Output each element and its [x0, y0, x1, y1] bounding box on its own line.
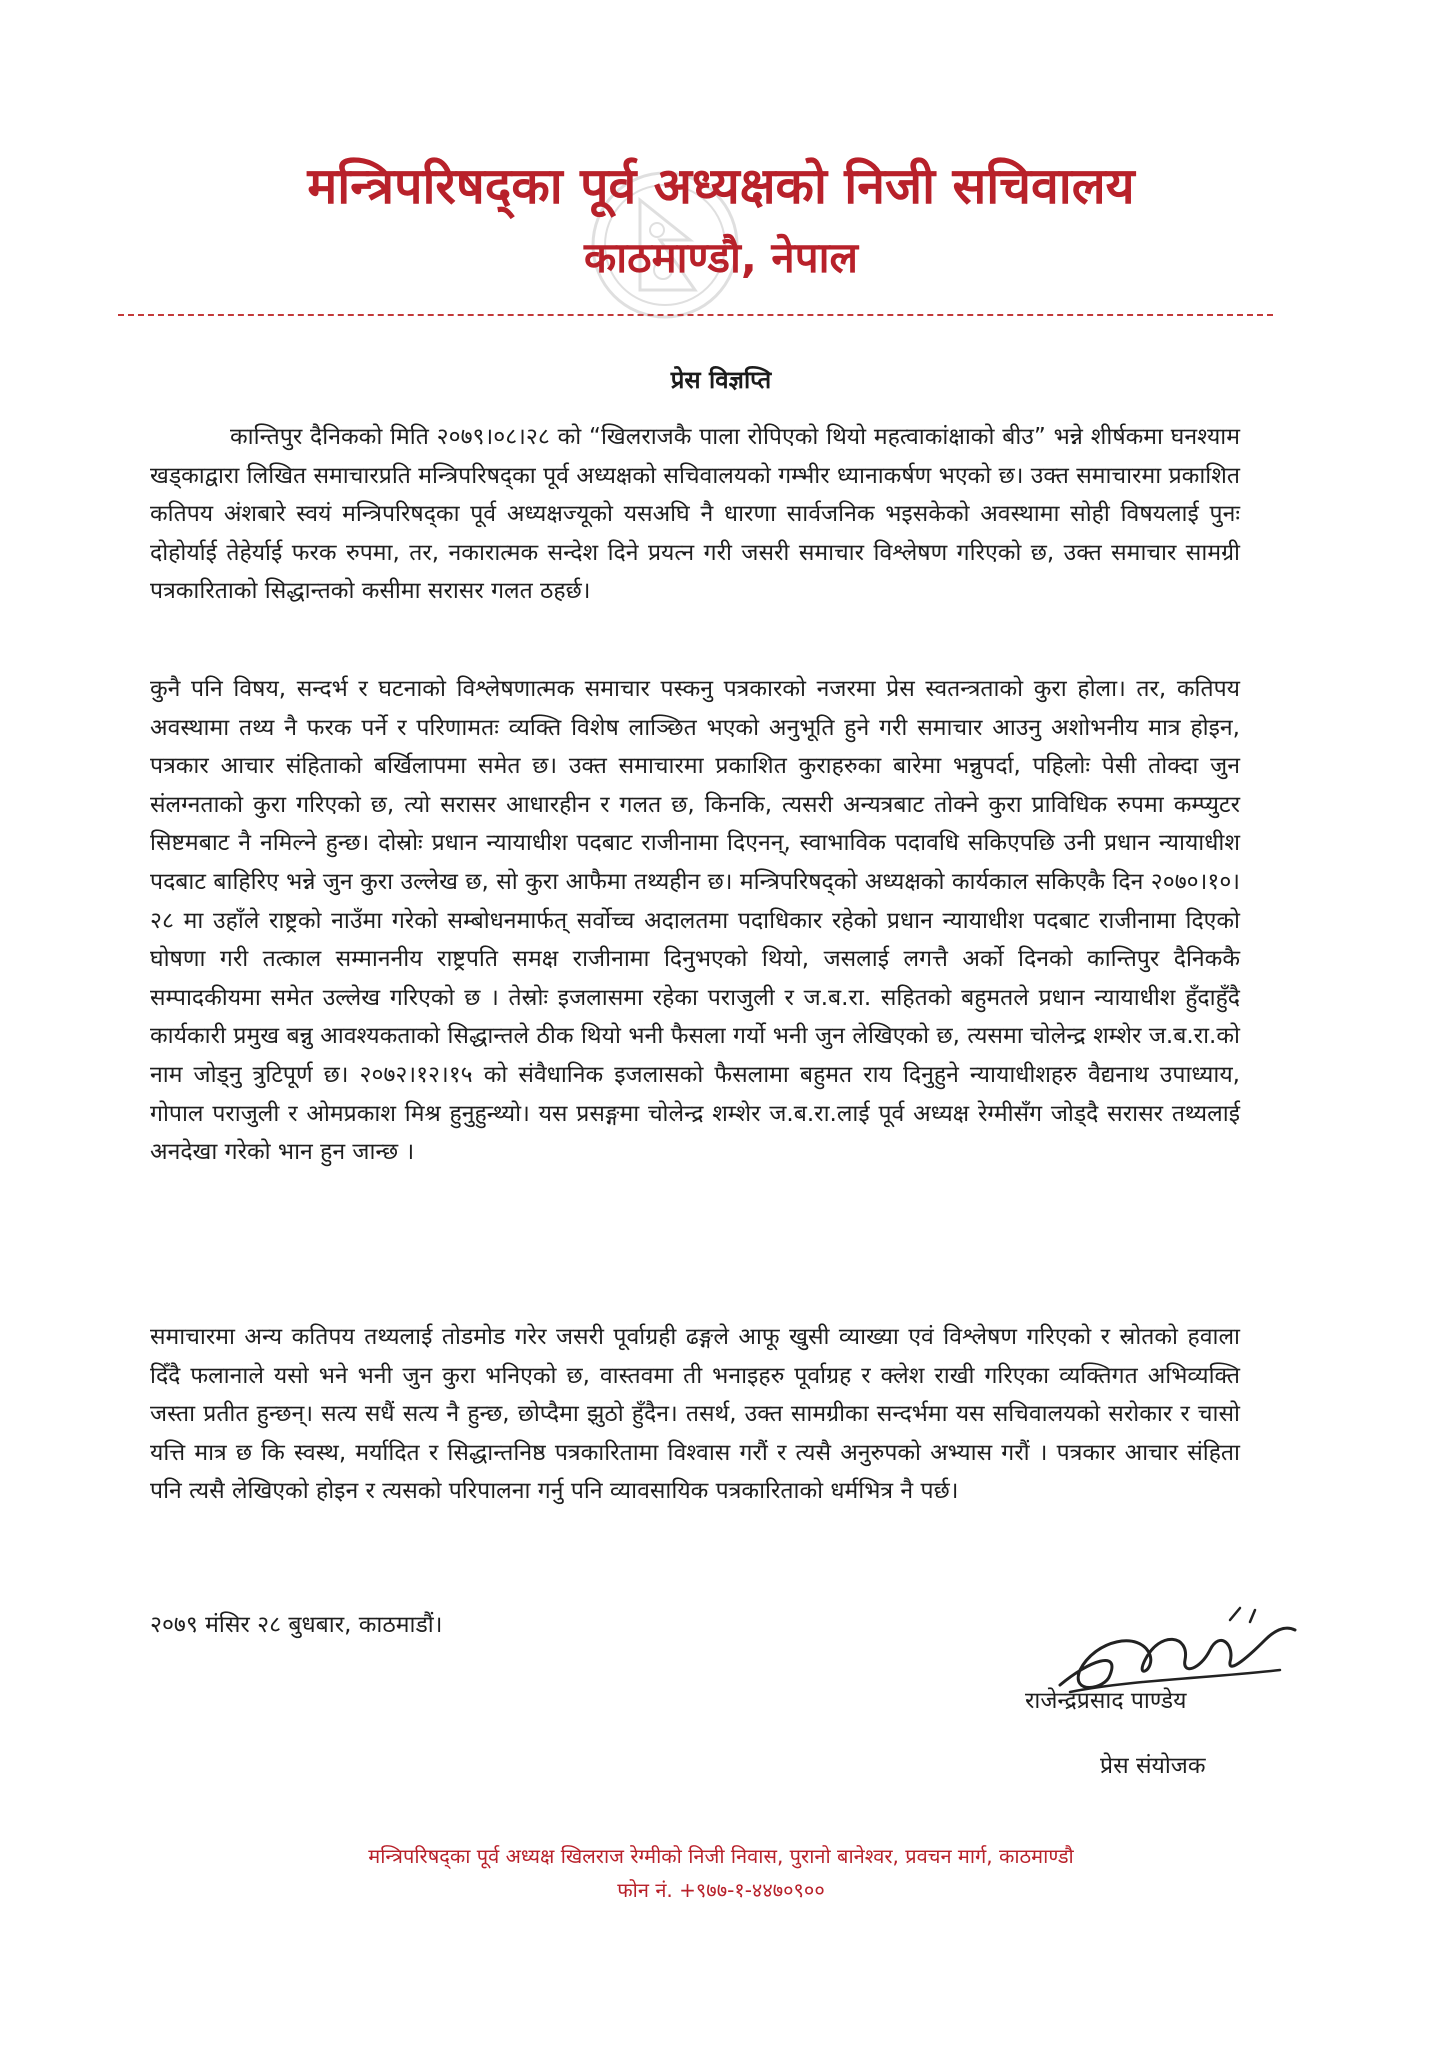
body-paragraph: कुनै पनि विषय, सन्दर्भ र घटनाको विश्लेषणात्मक समाचार पस्कनु पत्रकारको नजरमा प्रेस स्वतन्त्रताको कुरा होला। तर, कतिपय अवस्थामा तथ्य नै फरक पर्ने र परिणामतः व्यक्ति विशेष लाञ्छित भएको अनुभूति हुने गरी समाचार आउनु अशोभनीय मात्र होइन, पत्रकार आचार संहिताको बर्खिलापमा समेत छ। उक्त समाचारमा प्रकाशित कुराहरुका बारेमा भन्नुपर्दा, पहिलोः पेसी तोक्दा जुन संलग्नताको कुरा गरिएको छ, त्यो सरासर आधारहीन र गलत छ, किनकि, त्यसरी अन्यत्रबाट तोक्ने कुरा प्राविधिक रुपमा कम्प्युटर सिष्टमबाट नै नमिल्ने हुन्छ। दोस्रोः प्रधान न्यायाधीश पदबाट राजीनामा दिएनन्, स्वाभाविक पदावधि सकिएपछि उनी प्रधान न्यायाधीश पदबाट बाहिरिए भन्ने जुन कुरा उल्लेख छ, सो कुरा आफैमा तथ्यहीन छ। मन्त्रिपरिषद्को अध्यक्षको कार्यकाल सकिएकै दिन २०७०।१०।२८ मा उहाँले राष्ट्रको नाउँमा गरेको सम्बोधनमार्फत् सर्वोच्च अदालतमा पदाधिकार रहेको प्रधान न्यायाधीश पदबाट राजीनामा दिएको घोषणा गरी तत्काल सम्माननीय राष्ट्रपति समक्ष राजीनामा दिनुभएको थियो, जसलाई लगत्तै अर्को दिनको कान्तिपुर दैनिककै सम्पादकीयमा समेत उल्लेख गरिएको छ । तेस्रोः इजलासमा रहेका पराजुली र ज.ब.रा. सहितको बहुमतले प्रधान न्यायाधीश हुँदाहुँदै कार्यकारी प्रमुख बन्नु आवश्यकताको सिद्धान्तले ठीक थियो भनी फैसला गर्यो भनी जुन लेखिएको छ, त्यसमा चोलेन्द्र शम्शेर ज.ब.रा.को नाम जोड्नु त्रुटिपूर्ण छ। २०७२।१२।१५ को संवैधानिक इजलासको फैसलामा बहुमत राय दिनुहुने न्यायाधीशहरु वैद्यनाथ उपाध्याय, गोपाल पराजुली र ओमप्रकाश मिश्र हुनुहुन्थ्यो। यस प्रसङ्गमा चोलेन्द्र शम्शेर ज.ब.रा.लाई पूर्व अध्यक्ष रेग्मीसँग जोड्दै सरासर तथ्यलाई अनदेखा गरेको भान हुन जान्छ ।	[150, 676, 1240, 1166]
signatory-role: प्रेस संयोजक	[1100, 1753, 1206, 1779]
body-paragraph: कान्तिपुर दैनिकको मिति २०७९।०८।२८ को “खिलराजकै पाला रोपिएको थियो महत्वाकांक्षाको बीउ” भन्ने शीर्षकमा घनश्याम खड्काद्वारा लिखित समाचारप्रति मन्त्रिपरिषद्का पूर्व अध्यक्षको सचिवालयको गम्भीर ध्यानाकर्षण भएको छ। उक्त समाचारमा प्रकाशित कतिपय अंशबारे स्वयं मन्त्रिपरिषद्का पूर्व अध्यक्षज्यूको यसअघि नै धारणा सार्वजनिक भइसकेको अवस्थामा सोही विषयलाई पुनः दोहोर्याई तेहेर्याई फरक रुपमा, तर, नकारात्मक सन्देश दिने प्रयत्न गरी जसरी समाचार विश्लेषण गरिएको छ, उक्त समाचार सामग्री पत्रकारिताको सिद्धान्तको कसीमा सरासर गलत ठहर्छ।	[150, 424, 1240, 605]
body-paragraph: समाचारमा अन्य कतिपय तथ्यलाई तोडमोड गरेर जसरी पूर्वाग्रही ढङ्गले आफू खुसी व्याख्या एवं विश्लेषण गरिएको र स्रोतको हवाला दिँदै फलानाले यसो भने भनी जुन कुरा भनिएको छ, वास्तवमा ती भनाइहरु पूर्वाग्रह र क्लेश राखी गरिएका व्यक्तिगत अभिव्यक्ति जस्ता प्रतीत हुन्छन्। सत्य सधैं सत्य नै हुन्छ, छोप्दैमा झुठो हुँदैन। तसर्थ, उक्त सामग्रीका सन्दर्भमा यस सचिवालयको सरोकार र चासो यत्ति मात्र छ कि स्वस्थ, मर्यादित र सिद्धान्तनिष्ठ पत्रकारितामा विश्वास गरौं र त्यसै अनुरुपको अभ्यास गरौं । पत्रकार आचार संहिता पनि त्यसै लेखिएको होइन र त्यसको परिपालना गर्नु पनि व्यावसायिक पत्रकारिताको धर्मभित्र नै पर्छ।	[150, 1324, 1240, 1505]
letterhead-location: काठमाण्डौ, नेपाल	[584, 233, 858, 282]
signatory-name: राजेन्द्रप्रसाद पाण्डेय	[1025, 1688, 1187, 1714]
footer-address: मन्त्रिपरिषद्का पूर्व अध्यक्ष खिलराज रेग्मीको निजी निवास, पुरानो बानेश्वर, प्रवचन मार्ग, काठमाण्डौ	[368, 1844, 1074, 1868]
dateline: २०७९ मंसिर २८ बुधबार, काठमाडौं।	[150, 1612, 443, 1638]
letterhead-title: मन्त्रिपरिषद्का पूर्व अध्यक्षको निजी सचिवालय	[307, 157, 1135, 215]
footer-phone: फोन नं. +९७७-१-४४७०९००	[617, 1878, 825, 1902]
header-divider	[118, 314, 1273, 316]
document-subject: प्रेस विज्ञप्ति	[670, 366, 772, 394]
